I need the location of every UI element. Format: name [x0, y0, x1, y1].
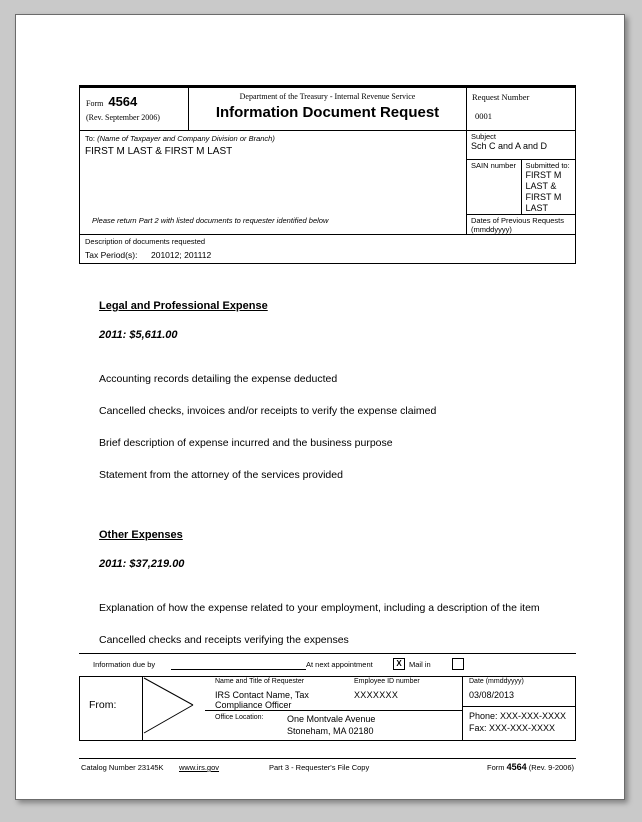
from-diagonal-cell [143, 677, 206, 741]
from-label-cell [80, 677, 143, 741]
mail-in-label: Mail in [409, 660, 431, 669]
date-label: Date (mmddyyyy) [469, 678, 524, 685]
section-amount: 2011: $5,611.00 [99, 329, 178, 341]
from-details-table [205, 677, 462, 740]
office-address-line2: Stoneham, MA 02180 [287, 726, 374, 736]
information-due-label: Information due by [93, 660, 156, 669]
from-table [79, 676, 576, 741]
irs-website-link[interactable]: www.irs.gov [179, 763, 220, 772]
office-address-line1: One Montvale Avenue [287, 714, 376, 724]
subject-stack-table [467, 131, 575, 234]
from-label: From: [89, 699, 117, 711]
fax-value: Fax: XXX-XXX-XXXX [469, 723, 556, 733]
section-heading: Other Expenses [99, 529, 183, 541]
footer-form-number: 4564 [506, 762, 527, 772]
requested-item: Statement from the attorney of the services provided [99, 469, 343, 481]
at-next-appointment-label: At next appointment [306, 660, 373, 669]
description-cell [80, 235, 576, 264]
from-contact-cell [463, 677, 576, 741]
section-amount: 2011: $37,219.00 [99, 558, 185, 570]
requested-item: Cancelled checks and receipts verifying the expenses [99, 634, 349, 646]
form-label: Form [86, 99, 104, 108]
date-cell [463, 677, 575, 707]
office-location-label: Office Location: [215, 714, 264, 721]
phone-fax-cell [463, 707, 575, 738]
from-contact-table [463, 677, 575, 737]
subject-value: Sch C and A and D [471, 141, 548, 151]
diagonal-slash-icon [143, 677, 205, 734]
previous-requests-cell [467, 215, 575, 235]
employee-id-label: Employee ID number [354, 678, 420, 685]
section-other-expenses [99, 529, 599, 646]
previous-requests-label: Dates of Previous Requests (mmddyyyy) [471, 216, 564, 234]
request-number-label: Request Number [472, 92, 530, 102]
recipient-cell [80, 131, 467, 235]
information-due-input[interactable] [171, 669, 306, 670]
submitted-to-cell [521, 160, 575, 215]
mail-in-checkbox[interactable] [452, 658, 464, 670]
recipient-name: FIRST M LAST & FIRST M LAST [85, 146, 233, 157]
footer-form-revision: (Rev. 9-2006) [528, 763, 574, 772]
office-address [287, 713, 375, 737]
tax-period-row [85, 250, 575, 260]
phone-value: Phone: XXX-XXX-XXXX [469, 711, 567, 721]
requested-item: Explanation of how the expense related to your employment, including a description of the item [99, 602, 540, 614]
form-number-cell [80, 87, 189, 131]
recipient-label [85, 134, 466, 143]
section-legal-professional-expense [99, 300, 599, 481]
form-footer-block [79, 653, 576, 741]
description-label: Description of documents requested [85, 237, 206, 246]
requester-name-value: IRS Contact Name, Tax Compliance Officer [215, 690, 309, 710]
information-due-bar [79, 653, 576, 676]
request-number-value: 0001 [475, 111, 492, 121]
form-number: 4564 [108, 94, 138, 109]
sain-label: SAIN number [471, 161, 517, 170]
date-value: 03/08/2013 [469, 690, 515, 700]
footer-form-id [487, 762, 574, 772]
submitted-to-line1: FIRST M LAST & [525, 170, 562, 191]
form-header-table [79, 85, 576, 264]
sain-cell [467, 160, 521, 215]
submitted-to-line2: FIRST M LAST [525, 192, 562, 213]
form-revision: (Rev. September 2006) [86, 113, 160, 122]
requester-name-cell [205, 677, 348, 711]
request-number-cell [467, 87, 576, 131]
part-copy-label: Part 3 - Requester's File Copy [269, 763, 370, 772]
subject-cell [467, 131, 575, 160]
requested-documents-body [99, 300, 599, 666]
page-footer [79, 758, 576, 772]
tax-period-value: 201012; 201112 [151, 250, 212, 260]
catalog-number: Catalog Number 23145K [81, 763, 164, 772]
requested-item: Accounting records detailing the expense deducted [99, 373, 338, 385]
employee-id-cell [348, 677, 462, 711]
to-prefix: To: [85, 134, 96, 143]
agency-name: Department of the Treasury - Internal Revenue Service [239, 92, 416, 101]
submitted-to-label: Submitted to: [525, 161, 570, 170]
section-spacer [99, 501, 599, 529]
return-instruction: Please return Part 2 with listed documents to requester identified below [92, 216, 329, 225]
form-title-cell [189, 87, 467, 131]
office-location-cell [205, 711, 462, 741]
document-page [15, 14, 625, 800]
requested-item: Brief description of expense incurred and the business purpose [99, 437, 393, 449]
form-header-block [79, 85, 576, 264]
to-hint: (Name of Taxpayer and Company Division or Branch) [97, 134, 275, 143]
at-next-appointment-checkbox[interactable]: X [393, 658, 405, 670]
requested-item: Cancelled checks, invoices and/or receipts to verify the expense claimed [99, 405, 437, 417]
subject-stack-cell [467, 131, 576, 235]
subject-label: Subject [471, 132, 497, 141]
employee-id-value: XXXXXXX [354, 690, 399, 700]
section-heading: Legal and Professional Expense [99, 300, 268, 312]
from-details-cell [205, 677, 463, 741]
footer-form-label: Form [486, 763, 505, 772]
requester-name-label: Name and Title of Requester [215, 678, 305, 685]
tax-period-label: Tax Period(s): [85, 250, 138, 260]
document-title: Information Document Request [215, 104, 440, 121]
